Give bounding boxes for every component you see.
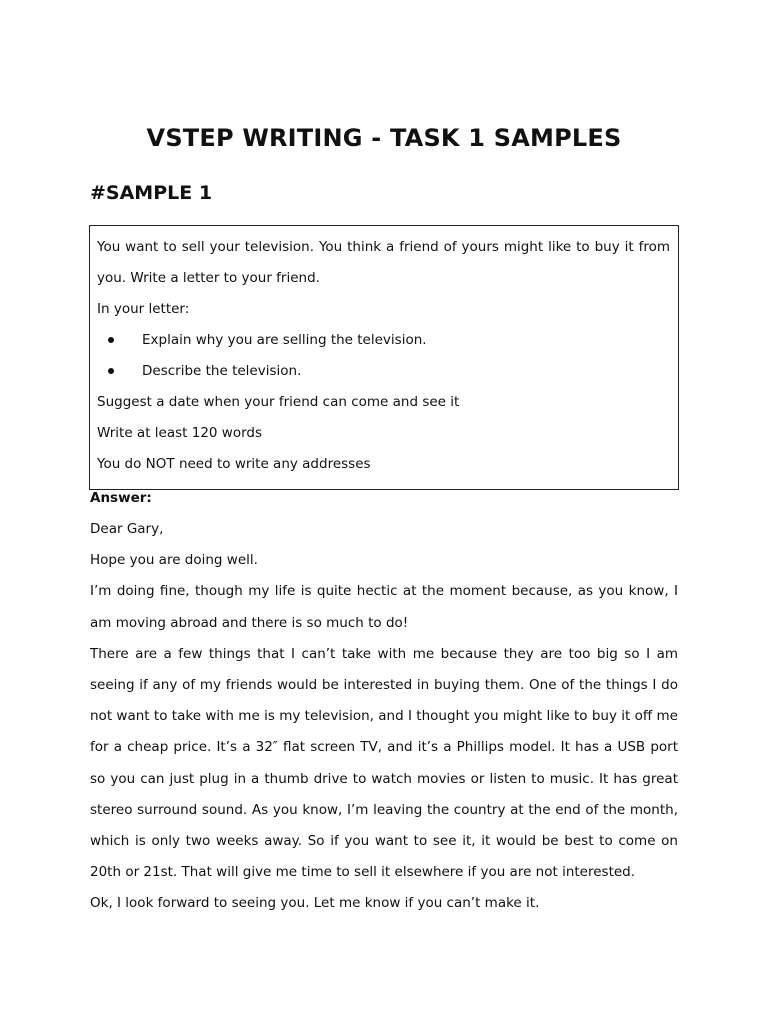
letter-paragraph-2: There are a few things that I can’t take with me because they are too big so I am seeing if any of my friends would be interested in buying them. One of the things I do not want to take with me is my television, and I thought you might like to buy it off me for a cheap price. It’s a 32″ flat screen TV, and it’s a Phillips model. It has a USB port so you can just plug in a thumb drive to watch movies or listen to music. It has great stereo surround sound. As you know, I’m leaving the country at the end of the month, which is only two weeks away. So if you want to see it, it would be best to come on 20th or 21st. That will give me time to sell it elsewhere if you are not interested. xyxy=(90,645,678,881)
task-word-count: Write at least 120 words xyxy=(97,425,263,441)
task-bullet-item xyxy=(97,325,670,356)
sample-heading: #SAMPLE 1 xyxy=(90,182,213,204)
in-your-letter-label: In your letter: xyxy=(97,301,190,317)
task-bullet-text: Explain why you are selling the television. xyxy=(142,332,427,348)
page-title: VSTEP WRITING - TASK 1 SAMPLES xyxy=(146,124,622,152)
letter-greeting: Dear Gary, xyxy=(90,521,164,537)
letter-closing: Ok, I look forward to seeing you. Let me know if you can’t make it. xyxy=(90,895,540,912)
task-suggest-date: Suggest a date when your friend can come and see it xyxy=(97,394,460,410)
task-line-1: You want to sell your television. You think a friend of yours might like to buy it from xyxy=(97,239,670,255)
task-addresses-note: You do NOT need to write any addresses xyxy=(97,456,371,472)
task-prompt-box xyxy=(89,225,679,490)
task-bullet-text: Describe the television. xyxy=(142,363,302,379)
task-line-2: you. Write a letter to your friend. xyxy=(97,270,320,286)
bullet-icon xyxy=(108,337,114,343)
answer-section xyxy=(90,487,678,920)
letter-opening: Hope you are doing well. xyxy=(90,552,258,569)
task-bullet-list xyxy=(97,325,670,387)
task-bullet-item xyxy=(97,356,670,387)
answer-label: Answer: xyxy=(90,490,152,506)
letter-paragraph-1: I’m doing fine, though my life is quite hectic at the moment because, as you know, I am moving abroad and there is so much to do! xyxy=(90,583,678,631)
bullet-icon xyxy=(108,368,114,374)
